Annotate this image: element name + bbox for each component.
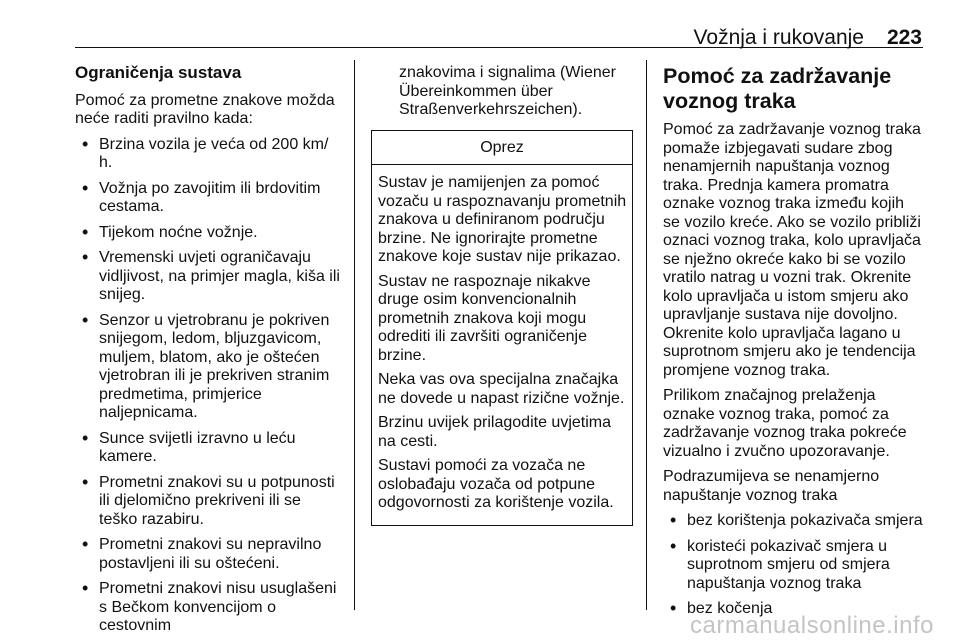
- header-title: Vožnja i rukovanje: [693, 26, 864, 49]
- section-heading: Ograničenja sustava: [75, 63, 242, 82]
- conditions-list: [663, 512, 925, 619]
- caution-title: Oprez: [372, 131, 632, 166]
- list-item: • Vremenski uvjeti ograničavaju vidljivost, na primjer magla, kiša ili snijeg.: [75, 249, 343, 305]
- caution-paragraph: Sustavi pomoći za vozača ne oslobađaju vozača od potpune odgovornosti za korištenje vozila.: [378, 457, 614, 511]
- caution-box: [371, 130, 633, 526]
- caution-paragraph: Sustav ne raspoznaje nikakve druge osim konvencionalnih prometnih znakova koji mogu odrediti ili završiti ograničenje brzine.: [378, 272, 591, 364]
- body-paragraph: Prilikom značajnog prelaženja oznake voznog traka, pomoć za zadržavanje voznog traka pokreće vizualno i zvučno upozoravanje.: [663, 387, 907, 460]
- caution-body: [372, 165, 632, 525]
- column-caution: [371, 64, 633, 526]
- list-item: • bez korištenja pokazivača smjera: [663, 512, 925, 531]
- body-paragraph: Pomoć za zadržavanje voznog traka pomaže izbjegavati sudare zbog nenamjernih napuštanja voznog traka. Prednja kamera promatra oznake voznog traka između kojih se vozilo kreće. Ako se vozilo približi oznaci voznog traka, kolo upravljača se nježno okreće kako bi se vozilo vratilo natrag u vozni trak. Okrenite kolo upravljača u istom smjeru ako upravljanje sustava nije dovoljno. Okrenite kolo upravljača lagano u suprotnom smjeru ako je tendencija promjene voznog traka.: [663, 121, 921, 379]
- section-heading: Pomoć za zadržavanje voznog traka: [663, 64, 892, 113]
- list-item: • Senzor u vjetrobranu je pokriven snijegom, ledom, bljuzgavicom, muljem, blatom, ako je oštećen vjetrobran ili je prekriven stranim predmetima, primjerice naljepnicama.: [75, 312, 343, 423]
- caution-paragraph: Neka vas ova specijalna značajka ne dovede u napast rizične vožnje.: [378, 371, 625, 407]
- list-item: • koristeći pokazivač smjera u suprotnom smjeru od smjera napuštanja voznog traka: [663, 538, 925, 594]
- caution-paragraph: Brzinu uvijek prilagodite uvjetima na cesti.: [378, 414, 611, 450]
- limitations-list: [75, 136, 343, 636]
- list-item: • Prometni znakovi su nepravilno postavljeni ili su oštećeni.: [75, 536, 343, 573]
- header-divider: [75, 47, 923, 48]
- list-item: • Sunce svijetli izravno u leću kamere.: [75, 430, 343, 467]
- list-item: • Brzina vozila je veća od 200 km/ h.: [75, 136, 343, 173]
- list-item: • bez kočenja: [663, 600, 925, 619]
- list-item: • Prometni znakovi su u potpunosti ili djelomično prekriveni ili se teško razabiru.: [75, 474, 343, 530]
- list-item: • Tijekom noćne vožnje.: [75, 224, 343, 243]
- column-divider-right: [646, 60, 647, 610]
- intro-paragraph: Pomoć za prometne znakove možda neće raditi pravilno kada:: [75, 91, 335, 127]
- list-item: • Prometni znakovi nisu usuglašeni s Bečkom konvencijom o cestovnim: [75, 580, 343, 636]
- caution-paragraph: Sustav je namijenjen za pomoć vozaču u raspoznavanju prometnih znakova u definiranom području brzine. Ne ignorirajte prometne znakove koje sustav nije prikazao.: [378, 174, 627, 265]
- column-lane-keep-assist: [663, 64, 925, 626]
- continued-list-text: znakovima i signalima (Wiener Übereinkommen über Straßenverkehrszeichen).: [399, 64, 616, 118]
- column-system-limits: [75, 64, 343, 643]
- list-item: • Vožnja po zavojitim ili brdovitim cestama.: [75, 180, 343, 217]
- page-number: 223: [886, 26, 922, 49]
- column-divider-left: [354, 60, 355, 610]
- watermark: carmanualsonline.info: [690, 612, 934, 639]
- body-paragraph: Podrazumijeva se nenamjerno napuštanje voznog traka: [663, 468, 880, 504]
